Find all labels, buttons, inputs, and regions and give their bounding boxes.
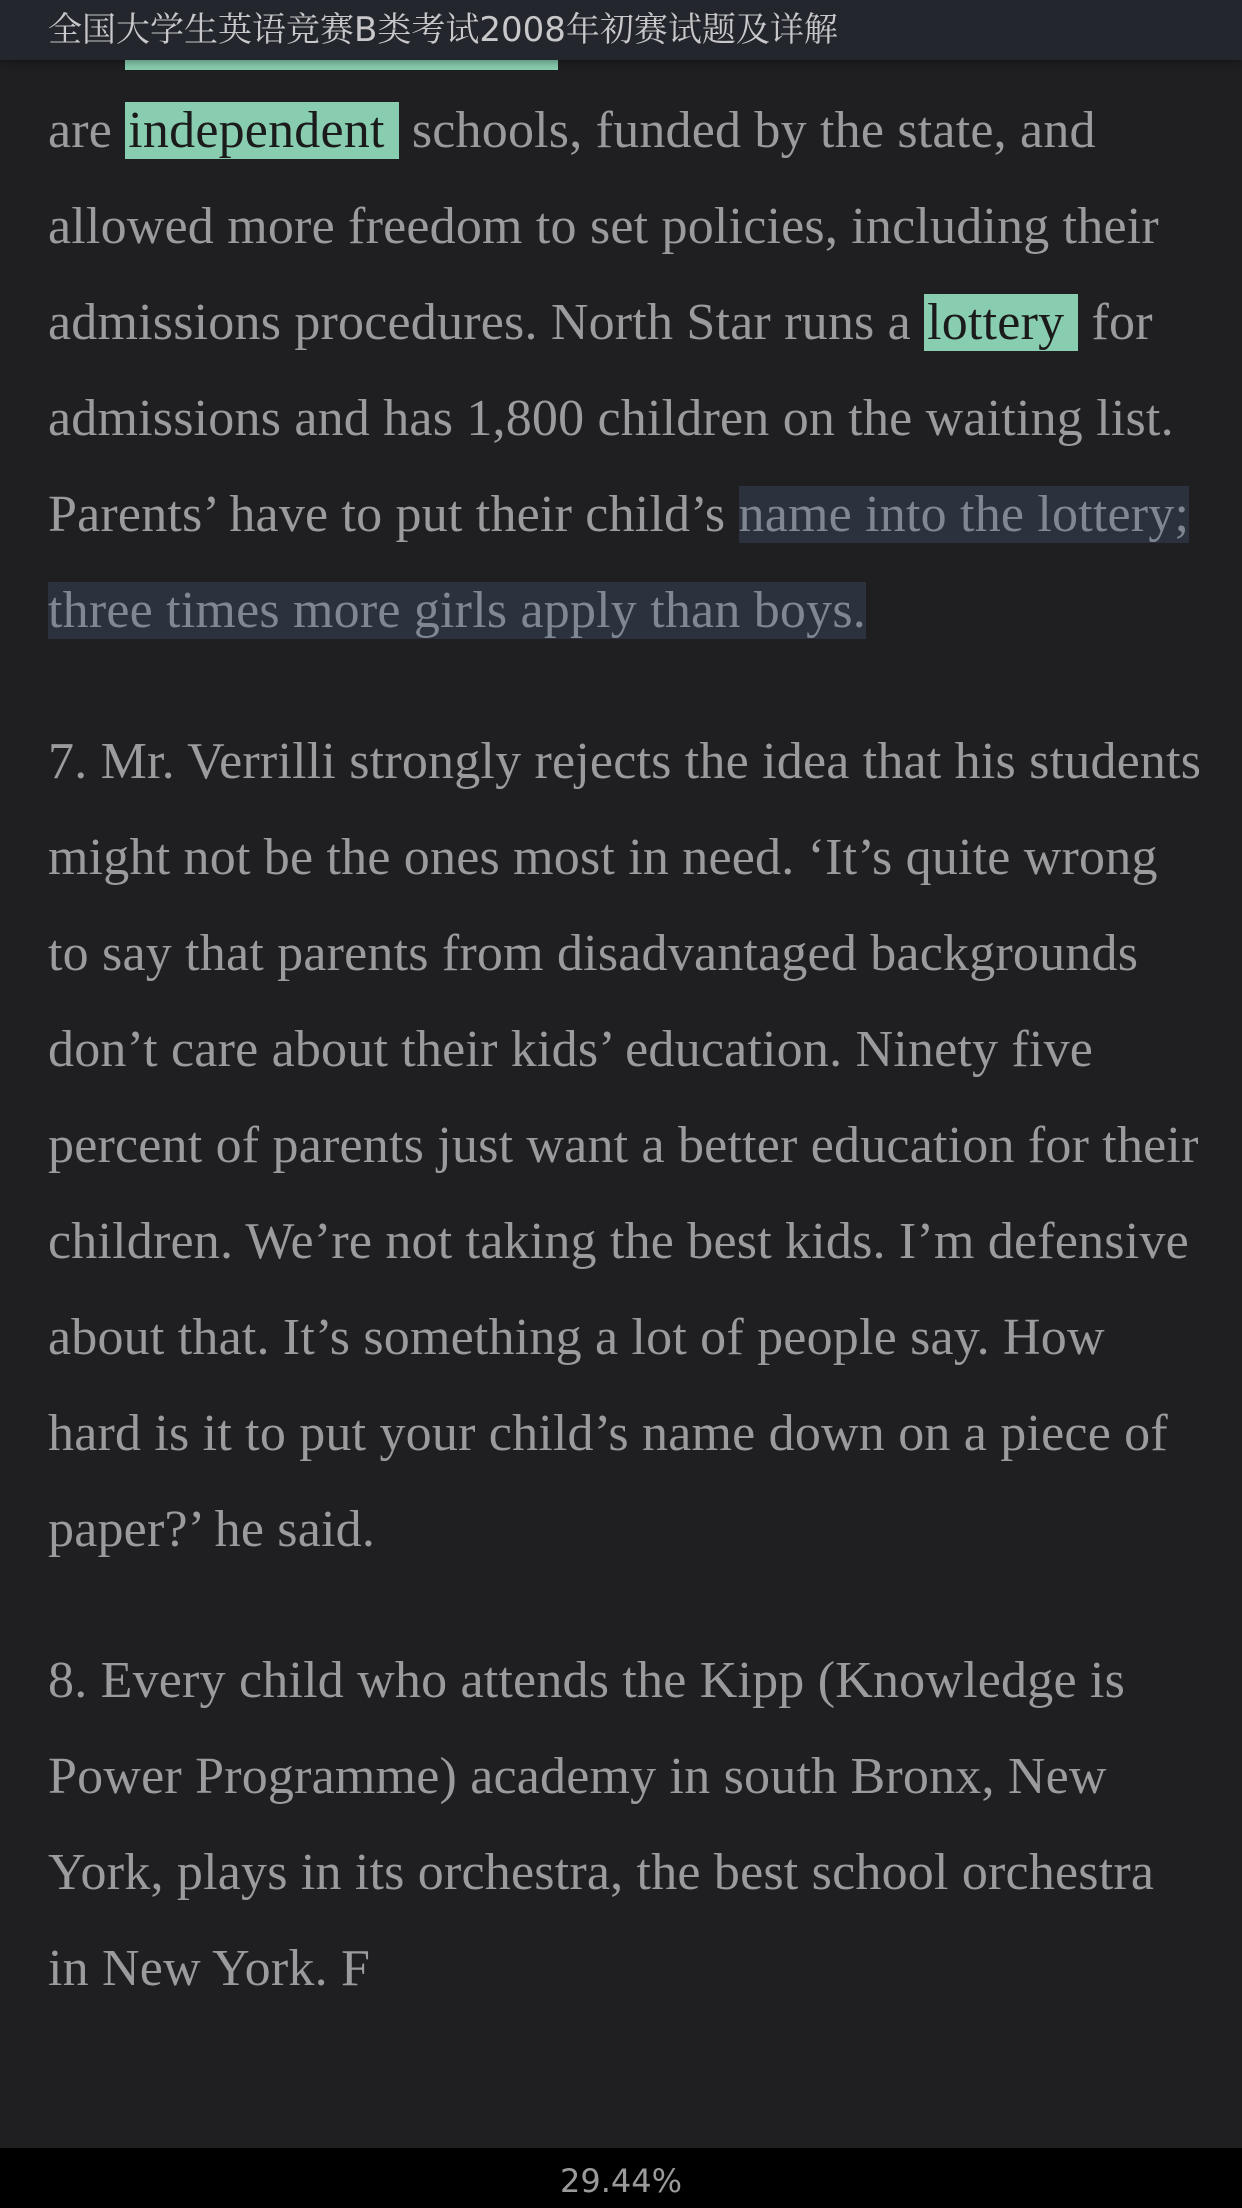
- text-run: schools, funded by the state, and allowed more freedom to set policies, including their admissions procedures. North Star runs a: [48, 102, 1159, 351]
- text-run: are: [48, 102, 126, 159]
- reader-body: [48, 83, 1208, 2072]
- paragraph-7: 7. Mr. Verrilli strongly rejects the idea that his students might not be the ones most in need. ‘It’s quite wrong to say that parents from disadvantaged backgrounds don’t care about their kids’ education. Ninety five percent of parents just want a better education for their children. We’re not taking the best kids. I’m defensive about that. It’s something a lot of people say. How hard is it to put your child’s name down on a piece of paper?’ he said.: [48, 733, 1202, 1558]
- book-title: 全国大学生英语竞赛B类考试2008年初赛试题及详解: [48, 10, 838, 50]
- paragraph-8: 8. Every child who attends the Kipp (Knowledge is Power Programme) academy in south Bronx, New York, plays in its orchestra, the best school orchestra in New York. F: [48, 1652, 1155, 1997]
- book-title-bar: [0, 0, 1242, 60]
- reading-progress: 29.44%: [559, 2162, 682, 2200]
- highlight-lottery[interactable]: lottery: [924, 294, 1078, 351]
- paragraph-6: [48, 83, 1208, 659]
- text-run: for admissions and has 1,800 children on the waiting list. Parents’ have to put their child’s: [48, 294, 1174, 543]
- progress-bar: [0, 2148, 1242, 2208]
- text-selection[interactable]: name into the lottery; three times more girls apply than boys.: [48, 486, 1190, 639]
- highlight-independent[interactable]: independent: [125, 102, 398, 159]
